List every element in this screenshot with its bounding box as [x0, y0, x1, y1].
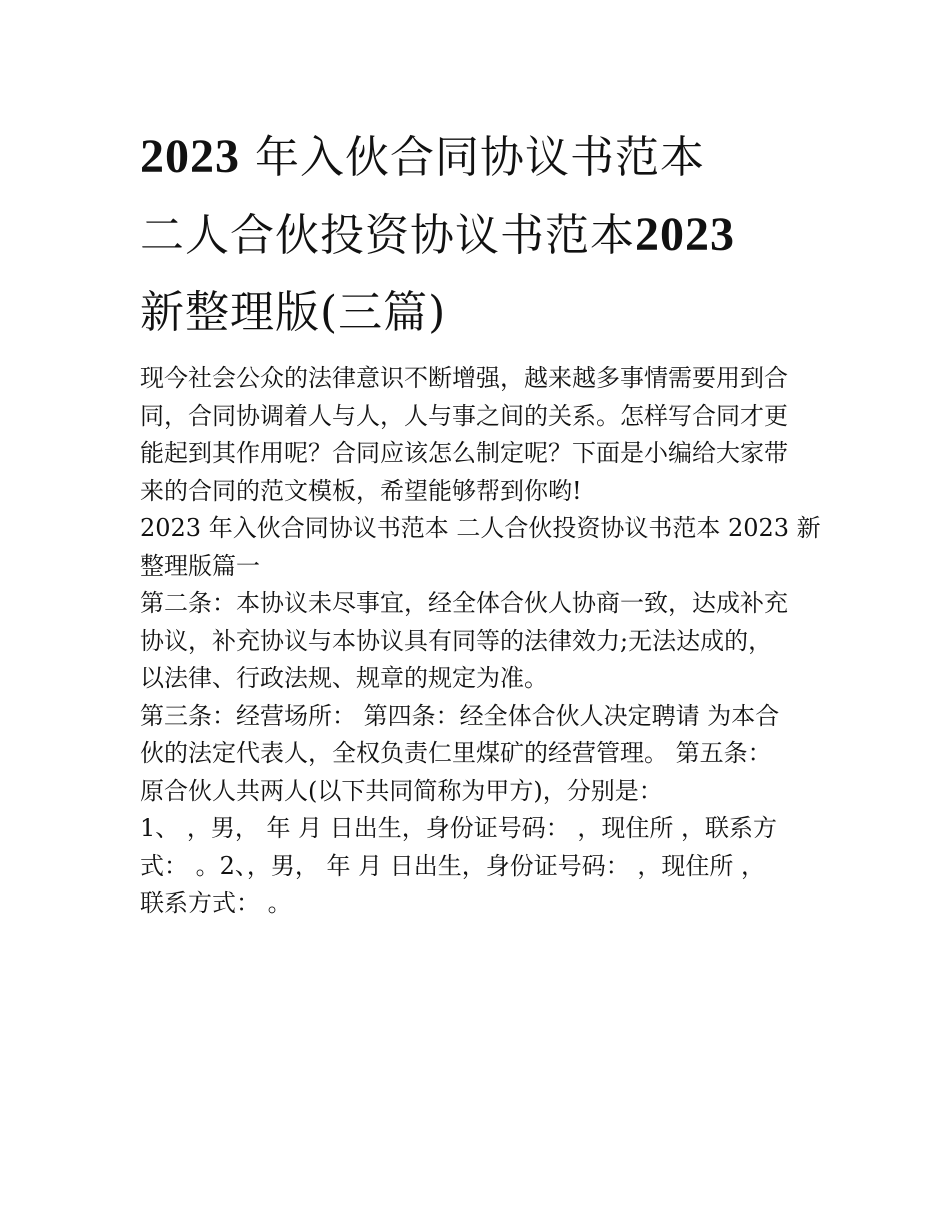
- title-year: 2023: [140, 130, 240, 183]
- clause-2-line: 第二条：本协议未尽事宜，经全体合伙人协商一致，达成补充: [140, 589, 788, 617]
- title-text: 新整理版(三篇): [140, 287, 447, 338]
- intro-paragraph-line: 能起到其作用呢？合同应该怎么制定呢？下面是小编给大家带: [140, 439, 788, 467]
- section-heading-line: 2023 年入伙合同协议书范本 二人合伙投资协议书范本 2023 新: [140, 514, 821, 542]
- intro-paragraph-line: 同，合同协调着人与人，人与事之间的关系。怎样写合同才更: [140, 401, 788, 430]
- section-heading-line: 整理版篇一: [140, 551, 260, 580]
- intro-paragraph-line: 来的合同的范文模板，希望能够帮到你哟!: [140, 476, 582, 505]
- title-text: 二人合伙投资协议书范本: [140, 210, 635, 261]
- title-line-1: [140, 118, 820, 196]
- title-text: 年入伙合同协议书范本: [255, 132, 705, 183]
- partner-info-line: 式： 。2、，男， 年 月 日出生，身份证号码： ，现住所 ，: [140, 851, 766, 880]
- partner-info-line: 1、 ，男， 年 月 日出生，身份证号码： ，现住所 ，联系方: [140, 814, 778, 842]
- clause-3-5-line: 第三条：经营场所： 第四条：经全体合伙人决定聘请 为本合: [140, 701, 780, 730]
- intro-paragraph-line: 现今社会公众的法律意识不断增强，越来越多事情需要用到合: [140, 364, 788, 392]
- clause-3-5-line: 伙的法定代表人，全权负责仁里煤矿的经营管理。 第五条：: [140, 739, 772, 767]
- document-body: [140, 360, 820, 923]
- clause-2-line: 以法律、行政法规、规章的规定为准。: [140, 664, 548, 692]
- title-year: 2023: [635, 208, 735, 261]
- title-line-2: [140, 196, 820, 274]
- title-line-3: [140, 274, 820, 351]
- document-title: [140, 118, 820, 351]
- clause-3-5-line: 原合伙人共两人(以下共同简称为甲方)，分别是：: [140, 776, 663, 805]
- partner-info-line: 联系方式： 。: [140, 889, 292, 917]
- clause-2-line: 协议，补充协议与本协议具有同等的法律效力;无法达成的，: [140, 626, 773, 655]
